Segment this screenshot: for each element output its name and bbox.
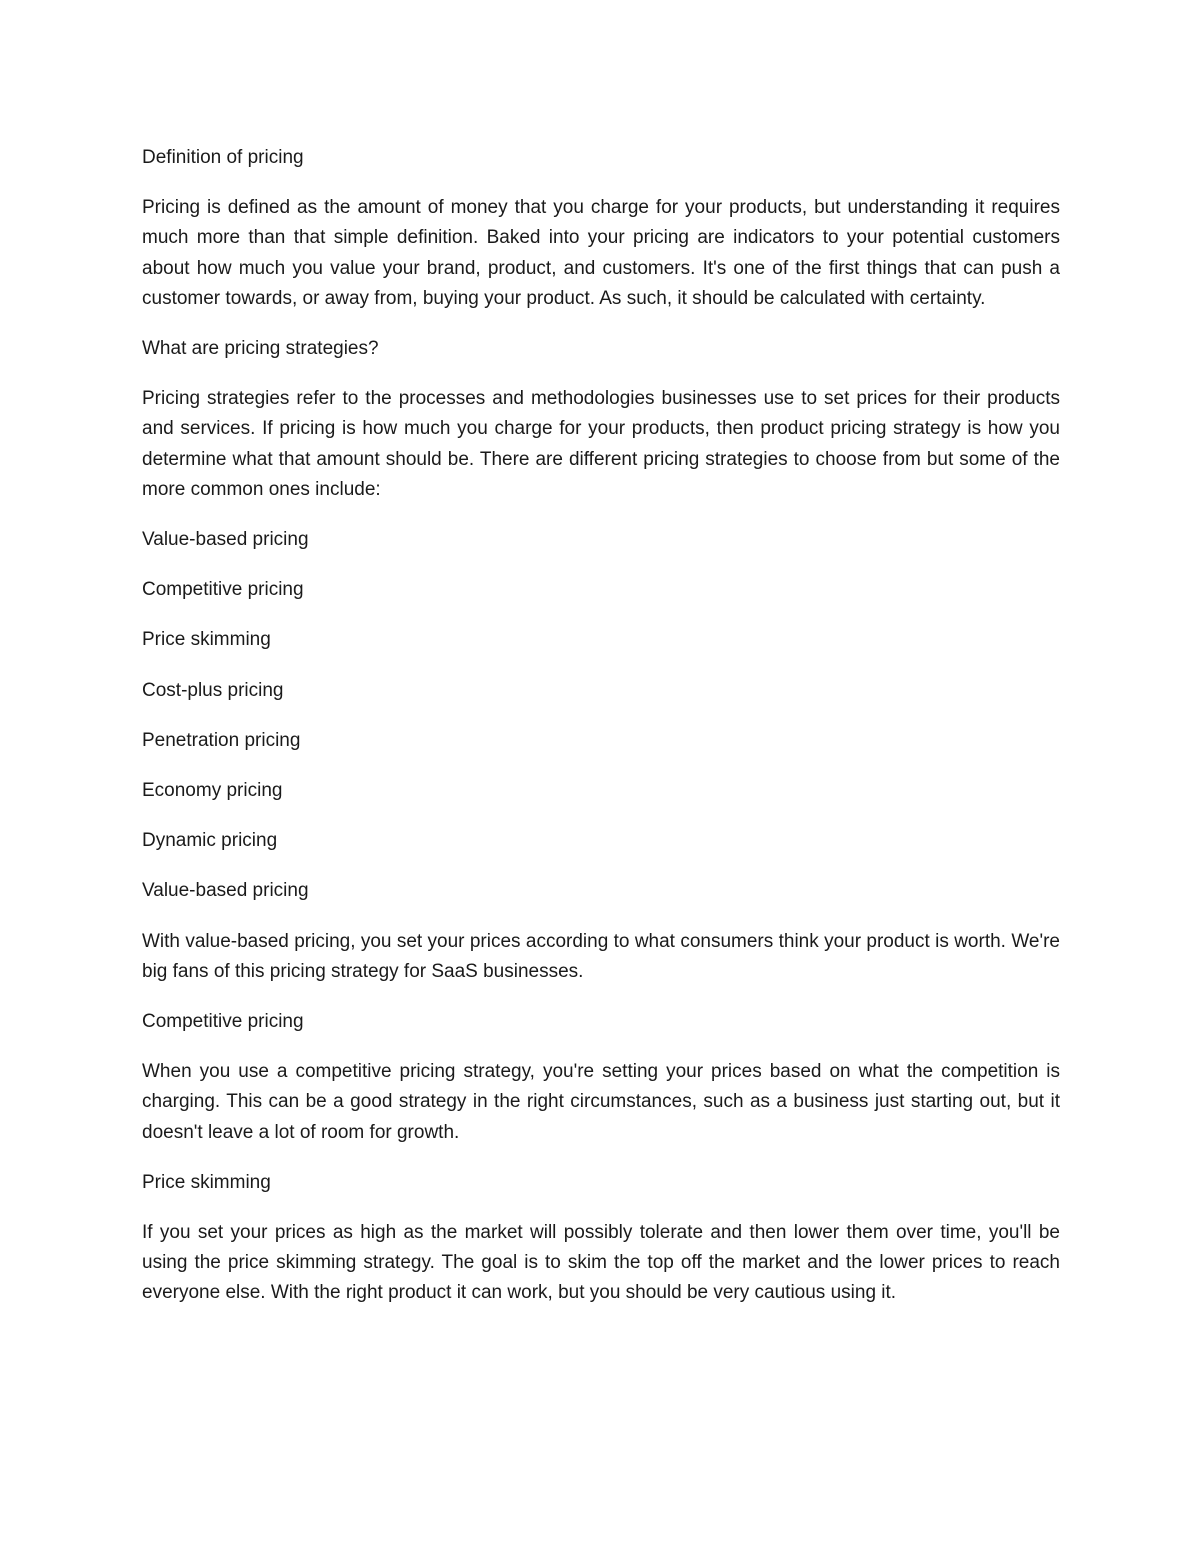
document-body bbox=[142, 143, 1060, 1329]
paragraph-competitive: When you use a competitive pricing strategy, you're setting your prices based on what the competition is charging. This can be a good strategy in the right circumstances, such as a business just starting out, but it doesn't leave a lot of room for growth. bbox=[142, 1061, 1060, 1143]
list-item-dynamic-pricing: Dynamic pricing bbox=[142, 830, 278, 852]
list-item-value-based-pricing: Value-based pricing bbox=[142, 529, 309, 551]
list-item-economy-pricing: Economy pricing bbox=[142, 780, 283, 802]
heading-what-are-pricing-strategies: What are pricing strategies? bbox=[142, 338, 379, 360]
heading-definition-of-pricing: Definition of pricing bbox=[142, 147, 304, 168]
paragraph-definition: Pricing is defined as the amount of money that you charge for your products, but understanding it requires much more than that simple definition. Baked into your pricing are indicators to your potential customers about how much you value your brand, product, and customers. It's one of the first things that can push a customer towards, or away from, buying your product. As such, it should be calculated with certainty. bbox=[142, 197, 1060, 309]
paragraph-strategies: Pricing strategies refer to the processes and methodologies businesses use to set prices for their products and services. If pricing is how much you charge for your products, then product pricing strategy is how you determine what that amount should be. There are different pricing strategies to choose from but some of the more common ones include: bbox=[142, 388, 1060, 500]
list-item-competitive-pricing: Competitive pricing bbox=[142, 579, 304, 601]
list-item-cost-plus-pricing: Cost-plus pricing bbox=[142, 679, 284, 701]
list-item-penetration-pricing: Penetration pricing bbox=[142, 729, 301, 751]
heading-competitive-pricing: Competitive pricing bbox=[142, 1011, 304, 1033]
paragraph-skimming: If you set your prices as high as the market will possibly tolerate and then lower them over time, you'll be using the price skimming strategy. The goal is to skim the top off the market and the lower prices to reach everyone else. With the right product it can work, but you should be very cautious using it. bbox=[142, 1222, 1060, 1304]
list-item-price-skimming: Price skimming bbox=[142, 629, 271, 651]
paragraph-value-based: With value-based pricing, you set your prices according to what consumers think your product is worth. We're big fans of this pricing strategy for SaaS businesses. bbox=[142, 930, 1060, 982]
heading-value-based-pricing: Value-based pricing bbox=[142, 880, 309, 902]
heading-price-skimming: Price skimming bbox=[142, 1171, 271, 1193]
